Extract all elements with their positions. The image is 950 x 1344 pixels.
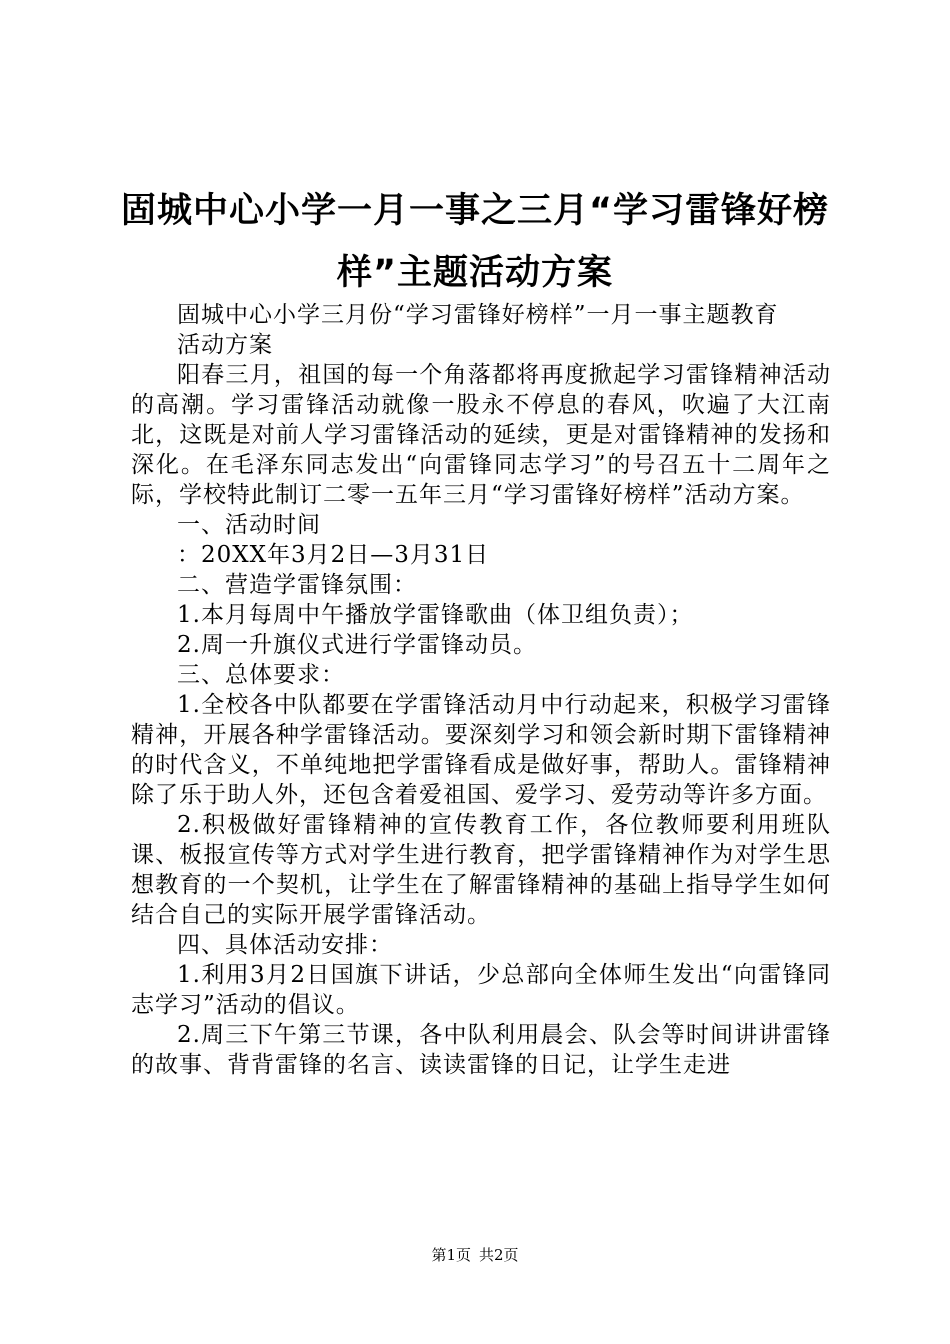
section-heading: 三、总体要求： xyxy=(177,662,345,688)
section-heading: 四、具体活动安排： xyxy=(177,932,393,958)
list-item: 2.周三下午第三节课，各中队利用晨会、队会等时间讲讲雷锋的故事、背背雷锋的名言、读读雷锋的日记，让学生走进 xyxy=(131,1022,831,1078)
list-item: 2.周一升旗仪式进行学雷锋动员。 xyxy=(177,632,537,658)
page-total: 共2页 xyxy=(479,1246,519,1264)
page-number: 第1页 xyxy=(431,1246,471,1264)
paragraph: ：20XX年3月2日—3月31日 xyxy=(177,542,490,568)
section-heading: 二、营造学雷锋氛围： xyxy=(177,572,417,598)
paragraph: 固城中心小学三月份“学习雷锋好榜样”一月一事主题教育 xyxy=(177,302,779,328)
paragraph: 阳春三月，祖国的每一个角落都将再度掀起学习雷锋精神活动的高潮。学习雷锋活动就像一股永不停息的春风，吹遍了大江南北，这既是对前人学习雷锋活动的延续，更是对雷锋精神的发扬和深化。在毛泽东同志发出“向雷锋同志学习”的号召五十二周年之际，学校特此制订二零一五年三月“学习雷锋好榜样”活动方案。 xyxy=(131,362,831,508)
list-item: 1.利用3月2日国旗下讲话，少总部向全体师生发出“向雷锋同志学习”活动的倡议。 xyxy=(131,962,831,1018)
document-title: 固城中心小学一月一事之三月“学习雷锋好榜样”主题活动方案 xyxy=(120,191,829,293)
list-item: 1.全校各中队都要在学雷锋活动月中行动起来，积极学习雷锋精神，开展各种学雷锋活动。要深刻学习和领会新时期下雷锋精神的时代含义，不单纯地把学雷锋看成是做好事，帮助人。雷锋精神除了乐于助人外，还包含着爱祖国、爱学习、爱劳动等许多方面。 xyxy=(131,692,831,808)
paragraph: 活动方案 xyxy=(177,332,273,358)
document-body xyxy=(131,300,831,1080)
page-footer xyxy=(0,1245,950,1265)
section-heading: 一、活动时间 xyxy=(177,512,321,538)
list-item: 2.积极做好雷锋精神的宣传教育工作，各位教师要利用班队课、板报宣传等方式对学生进行教育，把学雷锋精神作为对学生思想教育的一个契机，让学生在了解雷锋精神的基础上指导学生如何结合自己的实际开展学雷锋活动。 xyxy=(131,812,831,928)
list-item: 1.本月每周中午播放学雷锋歌曲（体卫组负责）； xyxy=(177,602,694,628)
